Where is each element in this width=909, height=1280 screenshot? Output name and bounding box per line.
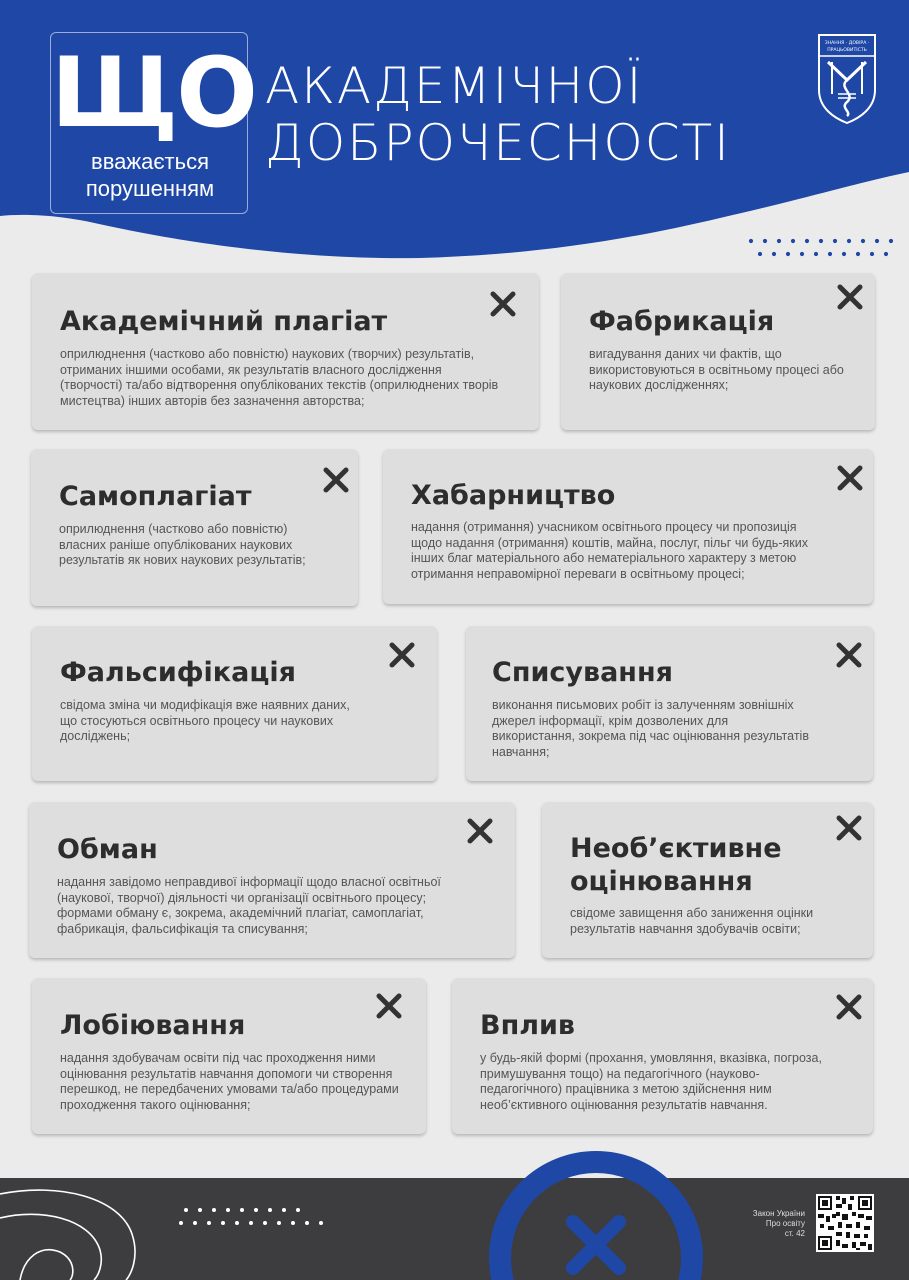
title-subtitle-line1: вважається [91, 149, 209, 174]
card-title: Вплив [480, 1010, 576, 1041]
law-reference-line1: Закон України [752, 1209, 805, 1218]
close-x-icon [835, 814, 863, 842]
card-title-line1: Необ’єктивне [570, 833, 782, 864]
card-title: Фальсифікація [60, 657, 296, 688]
card-deception [29, 802, 515, 958]
crest-icon [816, 32, 878, 126]
card-fabrication [561, 273, 875, 430]
card-title: Обман [57, 834, 158, 865]
title-box [50, 32, 256, 214]
card-description: оприлюднення (частково або повністю) наукових (творчих) результатів, отриманих іншими особами, як результатів власного дослідження (творчості) та/або відтворення опублікованих текстів (оприлюднених творів мистецтва) інших авторів без зазначення авторства; [60, 347, 499, 408]
main-title-line2: ДОБРОЧЕСНОСТІ [265, 114, 731, 172]
title-subtitle [51, 148, 249, 202]
card-lobbying [32, 978, 426, 1134]
card-biased-assessment [542, 802, 873, 958]
card-self-plagiarism [31, 449, 358, 606]
card-title: Академічний плагіат [60, 306, 388, 337]
decorative-dots-bottom [176, 1206, 326, 1228]
card-title: Самоплагіат [59, 481, 252, 512]
card-description: виконання письмових робіт із залученням зовнішніх джерел інформації, крім дозволених для використання, зокрема під час оцінювання результатів навчання; [492, 698, 809, 759]
card-description: свідома зміна чи модифікація вже наявних даних, що стосуються освітнього процесу чи наукових досліджень; [60, 698, 350, 743]
law-reference-line2: Про освіту [765, 1219, 805, 1228]
title-subtitle-line2: порушенням [85, 176, 215, 201]
card-description: надання (отримання) учасником освітнього процесу чи пропозиція щодо надання (отримання) коштів, майна, послуг, пільг чи будь-яких інших благ матеріального або нематеріального характеру з метою отримання неправомірної переваги в освітньому процесі; [411, 520, 808, 581]
card-description: вигадування даних чи фактів, що використовуються в освітньому процесі або наукових дослідженнях; [589, 347, 844, 392]
card-bribery [383, 449, 873, 604]
card-description: свідоме завищення або заниження оцінки результатів навчання здобувачів освіти; [570, 906, 814, 936]
close-x-icon [835, 641, 863, 669]
close-x-icon [466, 817, 494, 845]
svg-text:ПРАЦЬОВИТІСТЬ: ПРАЦЬОВИТІСТЬ [827, 48, 867, 53]
close-x-icon [375, 992, 403, 1020]
law-reference-line3: ст. 42 [784, 1229, 805, 1238]
svg-text:ЗНАННЯ · ДОВІРА ·: ЗНАННЯ · ДОВІРА · [824, 41, 870, 46]
qr-code-icon[interactable] [816, 1194, 874, 1252]
card-title: Хабарництво [411, 480, 616, 511]
card-cheating [466, 626, 873, 781]
main-title-line1: АКАДЕМІЧНОЇ [265, 57, 644, 115]
card-falsification [32, 626, 437, 781]
close-x-icon [836, 464, 864, 492]
decorative-dots-top [746, 236, 896, 260]
card-academic-plagiarism [32, 273, 539, 430]
law-reference [735, 1209, 805, 1239]
decorative-contour-lines [0, 1178, 160, 1280]
close-x-icon [388, 641, 416, 669]
close-x-icon [489, 290, 517, 318]
close-x-icon [835, 993, 863, 1021]
card-title-line2: оцінювання [570, 866, 753, 897]
close-x-icon [322, 466, 350, 494]
x-circle-icon [488, 1150, 704, 1280]
close-x-icon [836, 283, 864, 311]
card-influence [452, 978, 873, 1134]
card-description: оприлюднення (частково або повністю) власних раніше опублікованих наукових результатів як нових наукових результатів; [59, 522, 306, 567]
card-title: Списування [492, 657, 673, 688]
title-big-word: ЩО [51, 37, 256, 149]
card-title: Фабрикація [589, 306, 775, 337]
card-description: у будь-якій формі (прохання, умовляння, вказівка, погроза, примушування тощо) на педагогічного (науково-педагогічного) працівника з метою здійснення ним необ’єктивного оцінювання результатів навчання. [480, 1051, 822, 1112]
card-description: надання здобувачам освіти під час проходження ними оцінювання результатів навчання допомоги чи створення перешкод, не передбачених умовами та/або процедурами проходження такого оцінювання; [60, 1051, 399, 1112]
card-title: Лобіювання [60, 1010, 246, 1041]
card-description: надання завідомо неправдивої інформації щодо власної освітньої (наукової, творчої) діяльності чи організації освітнього процесу; формами обману є, зокрема, академічний плагіат, самоплагіат, фабрикація, фальсифікація та списування; [57, 875, 441, 936]
